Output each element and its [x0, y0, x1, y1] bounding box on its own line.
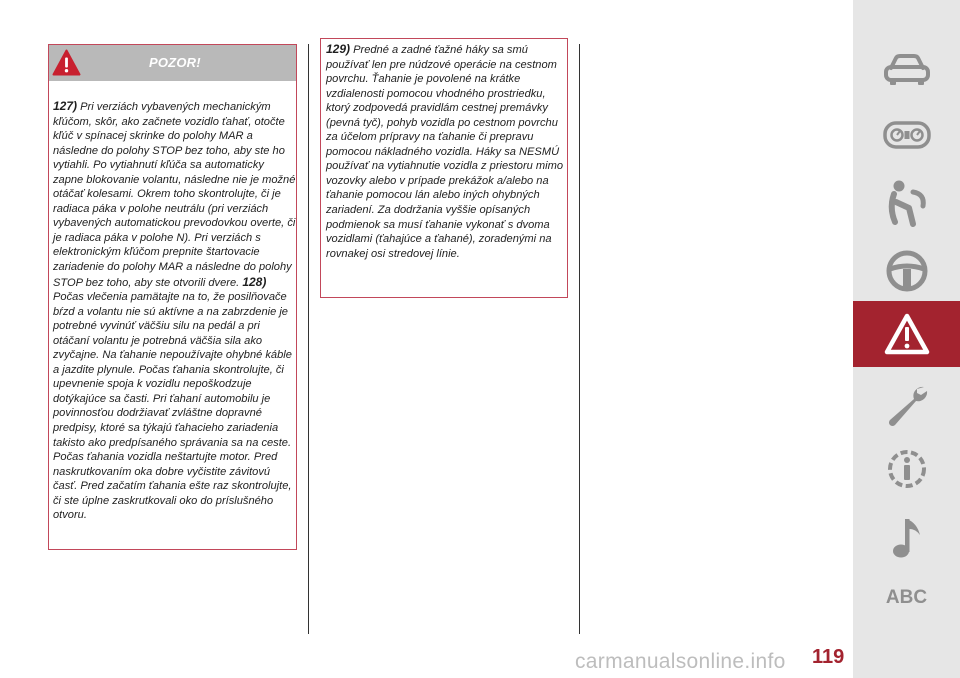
warning-triangle-icon — [52, 49, 81, 76]
sidebar-item-safety[interactable] — [853, 175, 960, 231]
warning-box — [48, 44, 297, 550]
steering-wheel-icon — [885, 249, 929, 293]
wrench-icon — [884, 382, 930, 428]
column-divider-left — [308, 44, 309, 634]
note-number-128: 128) — [242, 274, 267, 289]
dashboard-icon — [883, 120, 931, 150]
note-number-127: 127) — [53, 99, 78, 113]
column-divider-right — [579, 44, 580, 634]
warning-icon — [884, 313, 930, 355]
sidebar-item-technical-data[interactable] — [853, 441, 960, 497]
page-number: 119 — [812, 646, 845, 668]
sidebar-item-driving[interactable] — [853, 243, 960, 299]
note-text-block — [326, 42, 567, 261]
warning-title: POZOR! — [149, 55, 201, 70]
music-note-icon — [887, 513, 927, 561]
warning-text — [53, 99, 297, 523]
note-text-129: Predné a zadné ťažné háky sa smú používať len pre núdzové operácie na cestnom povrchu. Ťahanie je povolené na krátke vzdialenosti pomocou vhodného prostriedku, ktorý zodpovedá pravidlám cestnej premávky (pevná tyč), pohyb vozidla po cestnom povrchu za účelom prípravy na ťahanie či prepravu pomocou nákladného vozidla. Háky sa NESMÚ používať na vytiahnutie vozidla z priestoru mimo vozovky alebo v prípade prekážok a/alebo na ťahanie pomocou lán alebo iných ohybných zariadení. Za dodržania vyššie opísaných podmienok sa musí ťahanie vykonať s dvoma vozidlami (ťahajúce a ťahané), zoradenými na rovnakej osi stredovej línie. — [326, 44, 564, 260]
sidebar-item-index[interactable] — [853, 570, 960, 626]
sidebar-item-maintenance[interactable] — [853, 377, 960, 433]
note-text-128: Počas vlečenia pamätajte na to, že posilňovače bŕzd a volantu nie sú aktívne a na zabrzdenie je potrebné vyvinúť väčšiu silu na pedál a pri otáčaní volantu je potrebná väčšia sila ako zvyčajne. Na ťahanie nepoužívajte ohybné káble a jazdite plynule. Počas ťahania skontrolujte, či upevnenie spoja k vozidlu nepoškodzuje dotýkajúce sa časti. Pri ťahaní automobilu je povinnosťou dodržiavať zvláštne dopravné predpisy, ktoré sa týkajú ťahacieho zariadenia takisto ako predpísaného správania sa na ceste. Počas ťahania vozidla neštartujte motor. Pred naskrutkovaním oka dobre vyčistite závitovú časť. Pred začatím ťahania ešte raz skontrolujte, či ste úplne zaskrutkovali oko do príslušného otvoru. — [53, 291, 292, 522]
car-icon — [883, 52, 931, 88]
sidebar-item-car[interactable] — [853, 42, 960, 98]
chapter-sidebar — [853, 0, 960, 678]
sidebar-item-dashboard[interactable] — [853, 107, 960, 163]
info-icon — [883, 445, 931, 493]
sidebar-item-emergency[interactable] — [853, 301, 960, 367]
note-text-127: Pri verziách vybavených mechanickým kľúčom, skôr, ako začnete vozidlo ťahať, otočte kľúč v spínacej skrinke do polohy MAR a následne do polohy STOP bez toho, aby ste ho vytiahli. Po vytiahnutí kľúča sa automaticky zapne blokovanie volantu, následne nie je možné otáčať kolesami. Okrem toho skontrolujte, či je radiaca páka v polohe neutrálu (pri verziách vybavených automatickou prevodovkou overte, či je radiaca páka v polohe N). Pri verziách s elektronickým kľúčom prepnite štartovacie zariadenie do polohy MAR a následne do polohy STOP bez toho, aby ste otvorili dvere. — [53, 101, 296, 289]
warning-header — [49, 45, 296, 81]
note-box-129 — [320, 38, 568, 298]
sidebar-item-multimedia[interactable] — [853, 509, 960, 565]
sidebar-abc-label: ABC — [885, 587, 928, 608]
note-number-129: 129) — [326, 42, 351, 56]
watermark: carmanualsonline.info — [575, 650, 786, 673]
airbag-seat-icon — [885, 178, 929, 228]
